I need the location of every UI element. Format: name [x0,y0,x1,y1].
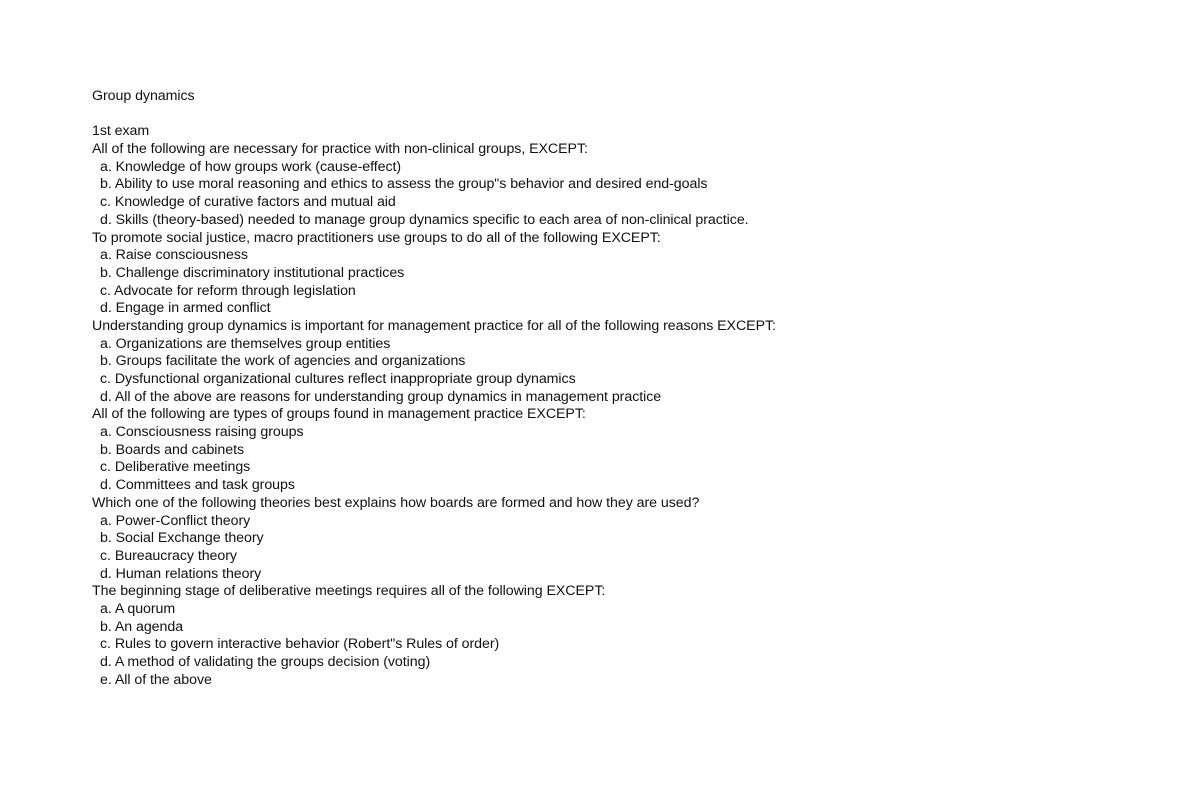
document-page [92,88,1172,689]
option-c: c. Dysfunctional organizational cultures reflect inappropriate group dynamics [100,371,576,387]
option-list [92,336,1172,407]
option-a: a. Knowledge of how groups work (cause-effect) [100,158,402,175]
option-a: a. Consciousness raising groups [100,424,304,441]
option-b: b. Ability to use moral reasoning and ethics to assess the group"s behavior and desired end-goals [100,176,708,193]
option-a: a. Raise consciousness [100,247,248,264]
option-c: c. Advocate for reform through legislation [100,282,356,299]
option-list [92,513,1172,584]
question-3 [92,318,1172,406]
option-b: b. Social Exchange theory [100,530,264,547]
option-list [92,601,1172,689]
option-a: a. A quorum [100,600,176,617]
question-1 [92,141,1172,229]
question-6 [92,583,1172,689]
option-b: b. An agenda [100,618,184,635]
option-c: c. Rules to govern interactive behavior (Robert"s Rules of order) [100,636,500,653]
option-d: d. All of the above are reasons for understanding group dynamics in management practice [100,388,662,405]
question-stem: Understanding group dynamics is important for management practice for all of the following reasons EXCEPT: [92,317,776,334]
question-stem: Which one of the following theories best explains how boards are formed and how they are used? [92,494,700,511]
option-c: c. Bureaucracy theory [100,547,237,564]
exam-label: 1st exam [92,123,150,140]
document-title: Group dynamics [92,88,195,104]
option-list [92,159,1172,230]
option-d: d. Skills (theory-based) needed to manage group dynamics specific to each area of non-clinical practice. [100,211,749,228]
option-d: d. Human relations theory [100,565,262,582]
question-stem: To promote social justice, macro practitioners use groups to do all of the following EXCEPT: [92,229,661,246]
option-b: b. Boards and cabinets [100,441,245,458]
option-c: c. Knowledge of curative factors and mutual aid [100,194,396,211]
question-stem: All of the following are necessary for practice with non-clinical groups, EXCEPT: [92,141,588,158]
option-list [92,424,1172,495]
question-stem: All of the following are types of groups found in management practice EXCEPT: [92,406,586,423]
option-d: d. Engage in armed conflict [100,300,271,317]
question-stem: The beginning stage of deliberative meetings requires all of the following EXCEPT: [92,583,606,600]
option-e: e. All of the above [100,671,212,688]
question-2 [92,230,1172,318]
option-a: a. Organizations are themselves group entities [100,335,391,352]
option-a: a. Power-Conflict theory [100,512,251,529]
option-c: c. Deliberative meetings [100,459,251,476]
option-b: b. Groups facilitate the work of agencies and organizations [100,353,466,370]
blank-line [92,106,1172,124]
option-d: d. A method of validating the groups decision (voting) [100,654,431,670]
option-d: d. Committees and task groups [100,477,295,494]
option-b: b. Challenge discriminatory institutional practices [100,264,405,281]
option-list [92,247,1172,318]
question-5 [92,495,1172,583]
question-4 [92,406,1172,494]
